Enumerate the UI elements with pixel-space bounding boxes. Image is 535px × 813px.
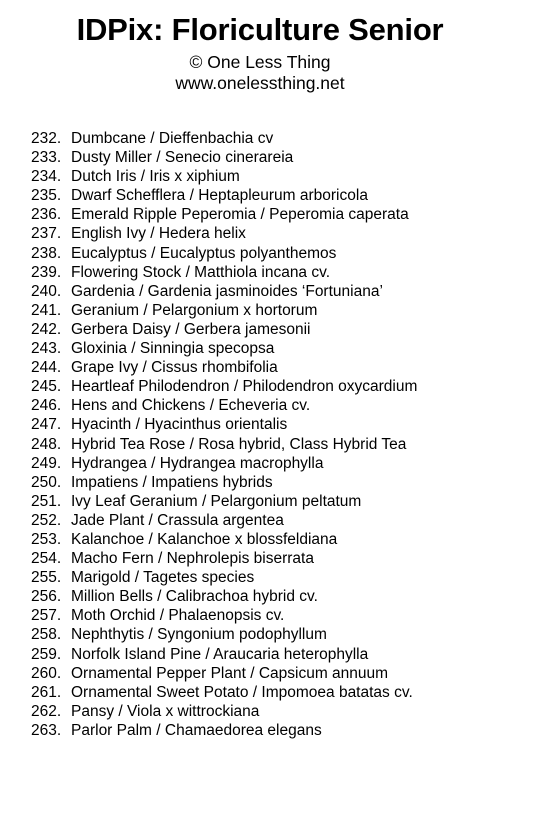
item-name: Dusty Miller / Senecio cinerareia — [71, 149, 294, 167]
list-item — [31, 645, 417, 664]
list-item — [31, 511, 417, 530]
item-name: Jade Plant / Crassula argentea — [71, 511, 284, 529]
item-name: Million Bells / Calibrachoa hybrid cv. — [71, 588, 318, 606]
item-number: 246. — [31, 397, 62, 415]
list-item — [31, 320, 417, 339]
item-number: 245. — [31, 378, 62, 396]
document-header — [0, 12, 520, 94]
item-number: 237. — [31, 225, 62, 243]
item-name: Hybrid Tea Rose / Rosa hybrid, Class Hybrid Tea — [71, 435, 407, 453]
list-item — [31, 530, 417, 549]
item-number: 236. — [31, 206, 62, 224]
item-name: Macho Fern / Nephrolepis biserrata — [71, 550, 314, 568]
item-number: 247. — [31, 416, 62, 434]
list-item — [31, 473, 417, 492]
item-name: Dumbcane / Dieffenbachia cv — [71, 130, 274, 147]
item-name: Hydrangea / Hydrangea macrophylla — [71, 454, 324, 472]
item-name: Hens and Chickens / Echeveria cv. — [71, 397, 311, 415]
item-name: Grape Ivy / Cissus rhombifolia — [71, 359, 278, 377]
plant-list — [31, 129, 417, 740]
list-item — [31, 549, 417, 568]
item-number: 233. — [31, 149, 62, 167]
item-name: Dwarf Schefflera / Heptapleurum arboricola — [71, 187, 368, 205]
list-item — [31, 454, 417, 473]
list-item — [31, 721, 417, 740]
list-item — [31, 358, 417, 377]
item-number: 257. — [31, 607, 62, 625]
item-number: 260. — [31, 664, 62, 682]
website-url: www.onelessthing.net — [175, 73, 345, 93]
list-item — [31, 396, 417, 415]
item-name: Pansy / Viola x wittrockiana — [71, 702, 260, 720]
item-name: Parlor Palm / Chamaedorea elegans — [71, 721, 322, 739]
item-name: Geranium / Pelargonium x hortorum — [71, 301, 318, 319]
list-item — [31, 587, 417, 606]
list-item — [31, 301, 417, 320]
item-number: 242. — [31, 320, 62, 338]
item-number: 253. — [31, 530, 62, 548]
item-number: 239. — [31, 263, 62, 281]
item-number: 241. — [31, 301, 62, 319]
item-name: English Ivy / Hedera helix — [71, 225, 246, 243]
copyright-line: © One Less Thing — [189, 52, 331, 72]
list-item — [31, 664, 417, 683]
list-item — [31, 415, 417, 434]
item-name: Impatiens / Impatiens hybrids — [71, 473, 273, 491]
item-name: Marigold / Tagetes species — [71, 569, 255, 587]
page-title: IDPix: Floriculture Senior — [76, 12, 444, 47]
list-item — [31, 492, 417, 511]
item-number: 249. — [31, 454, 62, 472]
item-name: Ornamental Sweet Potato / Impomoea batatas cv. — [71, 683, 413, 701]
item-name: Emerald Ripple Peperomia / Peperomia caperata — [71, 206, 409, 224]
item-name: Norfolk Island Pine / Araucaria heterophylla — [71, 645, 369, 663]
list-item — [31, 435, 417, 454]
item-number: 238. — [31, 244, 62, 262]
list-item — [31, 244, 417, 263]
item-number: 232. — [31, 130, 62, 147]
item-number: 255. — [31, 569, 62, 587]
item-number: 262. — [31, 702, 62, 720]
item-name: Hyacinth / Hyacinthus orientalis — [71, 416, 288, 434]
item-number: 234. — [31, 168, 62, 186]
list-item — [31, 148, 417, 167]
list-item — [31, 282, 417, 301]
item-number: 243. — [31, 340, 62, 358]
item-name: Kalanchoe / Kalanchoe x blossfeldiana — [71, 530, 338, 548]
item-number: 261. — [31, 683, 62, 701]
item-number: 240. — [31, 282, 62, 300]
list-item — [31, 702, 417, 721]
item-name: Moth Orchid / Phalaenopsis cv. — [71, 607, 285, 625]
list-item — [31, 568, 417, 587]
item-name: Ornamental Pepper Plant / Capsicum annuum — [71, 664, 389, 682]
list-item — [31, 263, 417, 282]
item-number: 235. — [31, 187, 62, 205]
item-number: 251. — [31, 492, 62, 510]
item-name: Flowering Stock / Matthiola incana cv. — [71, 263, 331, 281]
item-name: Ivy Leaf Geranium / Pelargonium peltatum — [71, 492, 362, 510]
list-item — [31, 377, 417, 396]
item-number: 244. — [31, 359, 62, 377]
list-item — [31, 129, 417, 148]
list-item — [31, 606, 417, 625]
list-item — [31, 167, 417, 186]
list-item — [31, 625, 417, 644]
item-name: Gerbera Daisy / Gerbera jamesonii — [71, 320, 311, 338]
item-name: Gloxinia / Sinningia specopsa — [71, 340, 275, 358]
item-number: 258. — [31, 626, 62, 644]
item-number: 259. — [31, 645, 62, 663]
list-item — [31, 205, 417, 224]
list-item — [31, 339, 417, 358]
item-number: 263. — [31, 721, 62, 739]
list-item — [31, 683, 417, 702]
item-name: Nephthytis / Syngonium podophyllum — [71, 626, 327, 644]
item-number: 248. — [31, 435, 62, 453]
item-number: 254. — [31, 550, 62, 568]
item-number: 250. — [31, 473, 62, 491]
item-name: Eucalyptus / Eucalyptus polyanthemos — [71, 244, 337, 262]
list-item — [31, 186, 417, 205]
list-item — [31, 224, 417, 243]
item-number: 256. — [31, 588, 62, 606]
item-name: Heartleaf Philodendron / Philodendron oxycardium — [71, 378, 418, 396]
item-name: Dutch Iris / Iris x xiphium — [71, 168, 240, 186]
item-number: 252. — [31, 511, 62, 529]
item-name: Gardenia / Gardenia jasminoides ‘Fortuniana’ — [71, 282, 383, 300]
